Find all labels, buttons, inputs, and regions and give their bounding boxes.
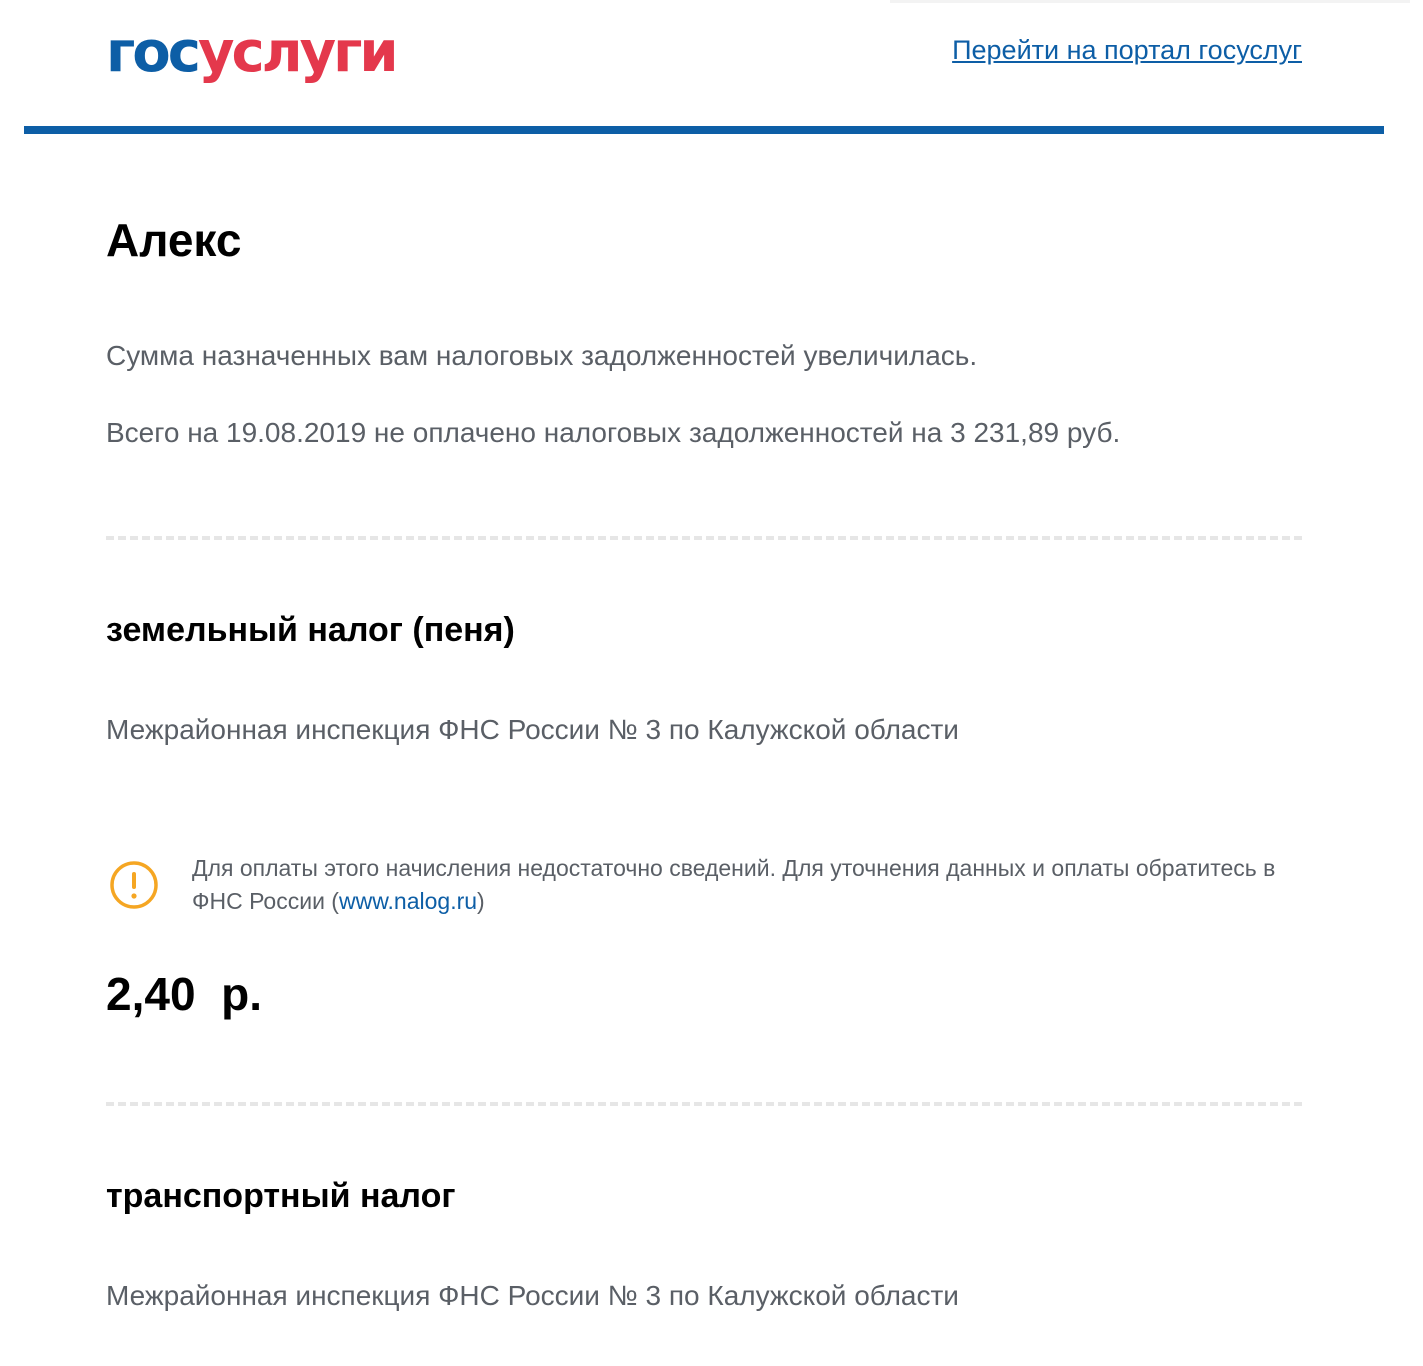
- tax-item-title: транспортный налог: [106, 1177, 456, 1215]
- portal-link[interactable]: Перейти на портал госуслуг: [952, 35, 1302, 65]
- tax-item-title: земельный налог (пеня): [106, 611, 515, 649]
- warning-message: [192, 852, 1292, 918]
- warning-text-before: Для оплаты этого начисления недостаточно сведений. Для уточнения данных и оплаты обратитесь в ФНС России (: [192, 855, 1276, 914]
- warning-text-after: ): [477, 888, 485, 914]
- summary-line-total: Всего на 19.08.2019 не оплачено налоговых задолженностей на 3 231,89 руб.: [106, 417, 1121, 448]
- tax-item-amount: 2,40 р.: [106, 968, 262, 1020]
- tax-item-inspection: Межрайонная инспекция ФНС России № 3 по Калужской области: [106, 1280, 959, 1311]
- gosuslugi-logo[interactable]: [106, 20, 396, 86]
- nalog-link[interactable]: www.nalog.ru: [338, 888, 478, 914]
- dashed-divider: [106, 536, 1302, 540]
- logo-part-gos: гос: [106, 20, 198, 85]
- summary-line-increase: Сумма назначенных вам налоговых задолженностей увеличилась.: [106, 340, 978, 371]
- logo-part-uslugi: услуги: [197, 20, 396, 85]
- tax-item-inspection: Межрайонная инспекция ФНС России № 3 по Калужской области: [106, 714, 959, 745]
- greeting-name: Алекс: [106, 214, 242, 266]
- exclamation-circle-icon: [109, 860, 159, 910]
- email-header: [24, 0, 1384, 134]
- dashed-divider: [106, 1102, 1302, 1106]
